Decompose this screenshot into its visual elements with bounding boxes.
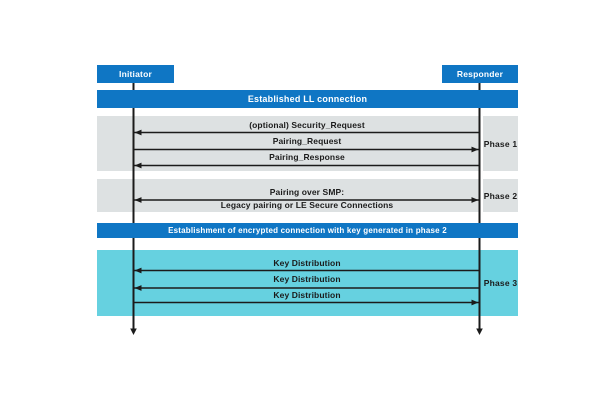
pairing-request-message-label: Pairing_Request bbox=[272, 136, 342, 146]
ll-connection-banner-label: Established LL connection bbox=[247, 94, 368, 104]
pairing-over-smp-label-line2: Legacy pairing or LE Secure Connections bbox=[220, 200, 394, 210]
responder-lifeline-arrowhead-icon bbox=[476, 329, 483, 336]
phase3-label: Phase 3 bbox=[483, 278, 518, 288]
phase2-label: Phase 2 bbox=[483, 190, 518, 201]
key-distribution-message-label-3: Key Distribution bbox=[273, 289, 341, 300]
encryption-banner bbox=[97, 223, 518, 238]
pairing-response-message-label: Pairing_Response bbox=[269, 152, 345, 162]
ll-connection-banner bbox=[97, 90, 518, 108]
right-arrowhead-icon bbox=[472, 300, 479, 306]
phase1-label: Phase 1 bbox=[483, 138, 518, 149]
initiator-lifeline-arrowhead-icon bbox=[130, 329, 137, 336]
pairing-over-smp-label-line1: Pairing over SMP: bbox=[269, 186, 345, 197]
security-request-message-label: (optional) Security_Request bbox=[249, 120, 365, 130]
left-arrowhead-icon bbox=[135, 163, 142, 169]
left-arrowhead-icon bbox=[135, 130, 142, 136]
encryption-banner-label: Establishment of encrypted connection with key generated in phase 2 bbox=[168, 226, 447, 235]
initiator-label: Initiator bbox=[119, 69, 152, 79]
initiator-actor-box bbox=[97, 65, 174, 83]
responder-actor-box bbox=[442, 65, 518, 83]
left-arrowhead-icon bbox=[135, 268, 142, 274]
key-distribution-message-label-2: Key Distribution bbox=[273, 274, 341, 284]
right-arrowhead-icon bbox=[472, 147, 479, 153]
responder-label: Responder bbox=[456, 69, 504, 79]
key-distribution-message-label-1: Key Distribution bbox=[273, 258, 341, 268]
